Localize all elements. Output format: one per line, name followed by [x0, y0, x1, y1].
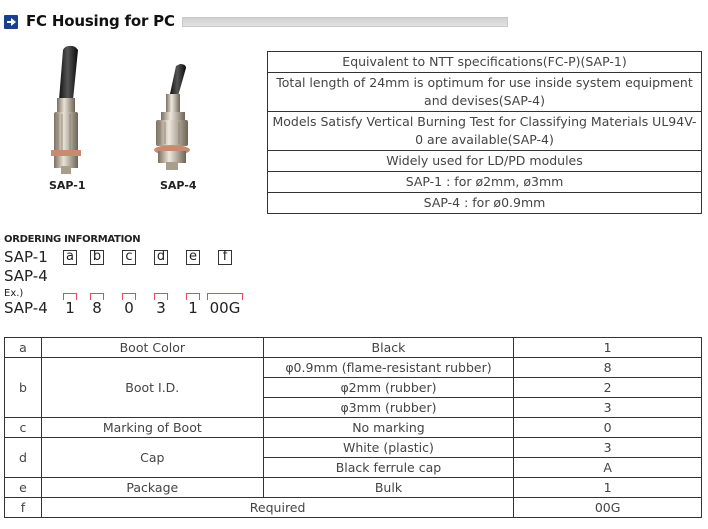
spec-row: [268, 151, 702, 172]
option-code: 3: [514, 398, 702, 418]
option-desc: φ2mm (rubber): [263, 378, 514, 398]
spec-cell: SAP-1 : for ø2mm, ø3mm: [268, 172, 702, 193]
example-value-c: 0: [124, 299, 134, 317]
model-code-sap4: SAP-4: [4, 267, 48, 285]
model-code-sap1: SAP-1: [4, 248, 48, 266]
product-label-sap1: SAP-1: [49, 179, 86, 192]
option-name: Package: [41, 478, 263, 498]
option-desc: Required: [41, 498, 513, 518]
option-key: b: [5, 358, 42, 418]
example-model-code: SAP-4: [4, 299, 48, 317]
sap4-connector-image: [128, 62, 208, 177]
spec-cell: Equivalent to NTT specifications(FC-P)(SAP-1): [268, 52, 702, 73]
spec-row: [268, 52, 702, 73]
option-code: 1: [514, 338, 702, 358]
option-name: Marking of Boot: [41, 418, 263, 438]
code-box-c: c: [122, 250, 136, 265]
example-value-f: 00G: [209, 299, 241, 317]
product-label-sap4: SAP-4: [160, 179, 197, 192]
sap1-connector-image: [25, 42, 105, 177]
table-row: [5, 338, 702, 358]
option-desc: Bulk: [263, 478, 514, 498]
example-label: Ex.): [4, 288, 24, 299]
example-value-e: 1: [188, 299, 198, 317]
code-box-f: f: [218, 250, 232, 265]
spec-row: [268, 73, 702, 112]
spec-cell: Widely used for LD/PD modules: [268, 151, 702, 172]
ordering-info-title: ORDERING INFORMATION: [4, 234, 141, 245]
option-desc: Black ferrule cap: [263, 458, 514, 478]
option-code: 2: [514, 378, 702, 398]
table-row: [5, 438, 702, 458]
example-value-a: 1: [65, 299, 75, 317]
spec-row: [268, 172, 702, 193]
table-row: [5, 478, 702, 498]
table-row: [5, 358, 702, 378]
option-desc: φ3mm (rubber): [263, 398, 514, 418]
page-title: FC Housing for PC: [26, 12, 175, 30]
specifications-table: [267, 51, 702, 214]
option-key: a: [5, 338, 42, 358]
spec-row: [268, 193, 702, 214]
option-code: 3: [514, 438, 702, 458]
option-code: 1: [514, 478, 702, 498]
code-box-a: a: [63, 250, 77, 265]
spec-cell: Models Satisfy Vertical Burning Test for Classifying Materials UL94V-0 are available(SAP-4): [268, 112, 702, 151]
option-desc: No marking: [263, 418, 514, 438]
option-name: Boot I.D.: [41, 358, 263, 418]
option-code: A: [514, 458, 702, 478]
table-row: [5, 418, 702, 438]
option-code: 0: [514, 418, 702, 438]
ordering-options-table: [4, 337, 702, 518]
option-desc: Black: [263, 338, 514, 358]
example-value-d: 3: [156, 299, 166, 317]
code-box-b: b: [90, 250, 104, 265]
section-header: [4, 12, 508, 34]
option-key: d: [5, 438, 42, 478]
spec-cell: SAP-4 : for ø0.9mm: [268, 193, 702, 214]
option-name: Cap: [41, 438, 263, 478]
option-key: c: [5, 418, 42, 438]
table-row: [5, 498, 702, 518]
option-code: 8: [514, 358, 702, 378]
spec-row: [268, 112, 702, 151]
option-key: f: [5, 498, 42, 518]
code-box-d: d: [154, 250, 168, 265]
code-box-e: e: [186, 250, 200, 265]
option-desc: φ0.9mm (flame-resistant rubber): [263, 358, 514, 378]
header-divider-bar: [182, 17, 508, 27]
option-code: 00G: [514, 498, 702, 518]
option-name: Boot Color: [41, 338, 263, 358]
arrow-right-icon: [4, 15, 18, 29]
option-desc: White (plastic): [263, 438, 514, 458]
option-key: e: [5, 478, 42, 498]
example-value-b: 8: [92, 299, 102, 317]
spec-cell: Total length of 24mm is optimum for use inside system equipment and devises(SAP-4): [268, 73, 702, 112]
